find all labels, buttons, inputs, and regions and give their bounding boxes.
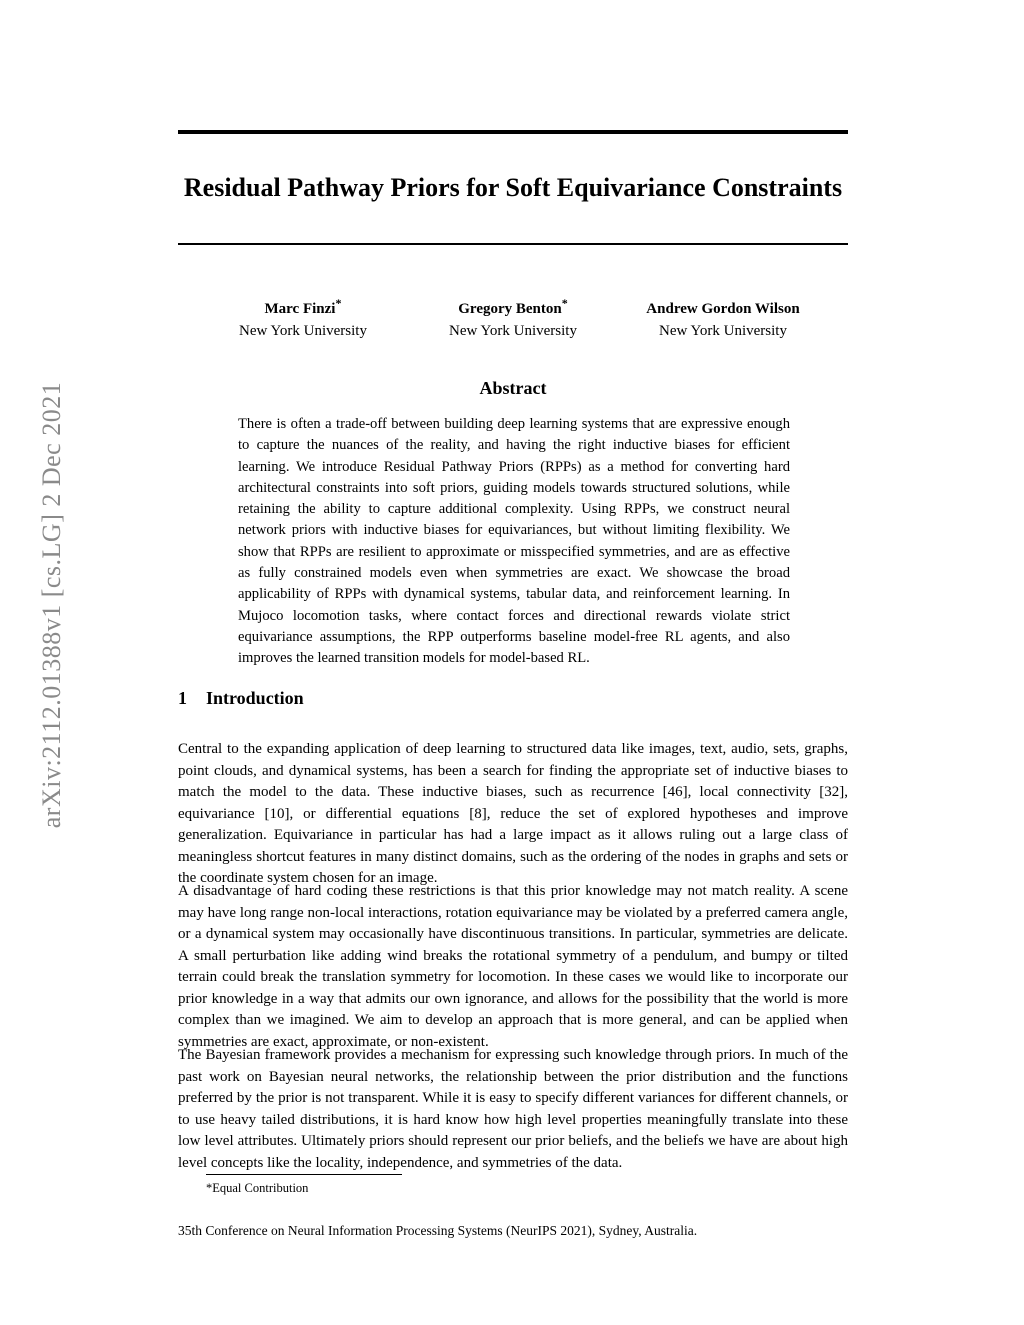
author-affiliation: New York University <box>659 323 787 339</box>
body-paragraph: A disadvantage of hard coding these restrictions is that this prior knowledge may not match reality. A scene may have long range non-local interactions, rotation equivariance may be violated by a preferred camera angle, or a dynamical system may occasionally have discontinuous transitions. In particular, symmetries are delicate. A small perturbation like adding wind breaks the rotational symmetry of a pendulum, and bumpy or tilted terrain could break the translation symmetry for locomotion. In these cases we would like to incorporate our prior knowledge in a way that admits our own ignorance, and allows for the possibility that the world is more complex than we imagined. We aim to develop an approach that is more general, and can be applied when symmetries are exact, approximate, or non-existent. <box>178 883 848 1050</box>
arxiv-identifier-stamp: arXiv:2112.01388v1 [cs.LG] 2 Dec 2021 <box>37 381 66 829</box>
section-title: Introduction <box>206 688 304 708</box>
author-affiliation: New York University <box>239 323 367 339</box>
venue-line: 35th Conference on Neural Information Processing Systems (NeurIPS 2021), Sydney, Australia. <box>178 1223 698 1238</box>
author-affiliation: New York University <box>449 323 577 339</box>
author-block <box>618 292 828 342</box>
title-divider <box>178 243 848 245</box>
header-rule <box>178 130 848 134</box>
body-paragraph: The Bayesian framework provides a mechanism for expressing such knowledge through priors. In much of the past work on Bayesian neural networks, the relationship between the prior distribution and the functions preferred by the prior is not transparent. While it is easy to specify different variances for different channels, or to use heavy tailed distributions, it is hard know how high level properties meaningfully translate into these low level attributes. Ultimately priors should represent our prior beliefs, and the beliefs we have are about high level concepts like the locality, independence, and symmetries of the data. <box>178 1047 848 1171</box>
author-name: Marc Finzi* <box>264 296 342 317</box>
author-block <box>198 292 408 342</box>
abstract-heading: Abstract <box>479 378 547 398</box>
page-title: Residual Pathway Priors for Soft Equivariance Constraints <box>183 173 843 203</box>
footnote-text: *Equal Contribution <box>206 1181 309 1195</box>
author-name: Andrew Gordon Wilson <box>646 301 800 317</box>
author-footnote-marker: * <box>561 296 568 310</box>
paper-page <box>178 0 848 1325</box>
author-name: Gregory Benton* <box>458 296 568 317</box>
author-footnote-marker: * <box>335 296 342 310</box>
author-list <box>178 292 848 342</box>
author-block <box>408 292 618 342</box>
abstract-text: There is often a trade-off between building deep learning systems that are expressive enough to capture the nuances of the reality, and having the right inductive biases for efficient learning. We introduce Residual Pathway Priors (RPPs) as a method for converting hard architectural constraints into soft priors, guiding models towards structured solutions, while retaining the ability to capture additional complexity. Using RPPs, we construct neural network priors with inductive biases for equivariances, but without limiting flexibility. We show that RPPs are resilient to approximate or misspecified symmetries, and are as effective as fully constrained models even when symmetries are exact. We showcase the broad applicability of RPPs with dynamical systems, tabular data, and reinforcement learning. In Mujoco locomotion tasks, where contact forces and directional rewards violate strict equivariance assumptions, the RPP outperforms baseline model-free RL agents, and also improves the learned transition models for model-based RL. <box>238 416 790 667</box>
section-number: 1 <box>178 688 187 708</box>
footnote-divider <box>206 1174 402 1175</box>
section-heading <box>178 688 848 709</box>
body-paragraph: Central to the expanding application of deep learning to structured data like images, text, audio, sets, graphs, point clouds, and dynamical systems, has been a search for finding the appropriate set of inductive biases to match the model to the data. These inductive biases, such as recurrence [46], local connectivity [32], equivariance [10], or differential equations [8], reduce the set of explored hypotheses and improve generalization. Equivariance in particular has had a large impact as it allows ruling out a large class of meaningless shortcut features in many distinct domains, such as the ordering of the nodes in graphs and sets or the coordinate system chosen for an image. <box>178 741 848 886</box>
